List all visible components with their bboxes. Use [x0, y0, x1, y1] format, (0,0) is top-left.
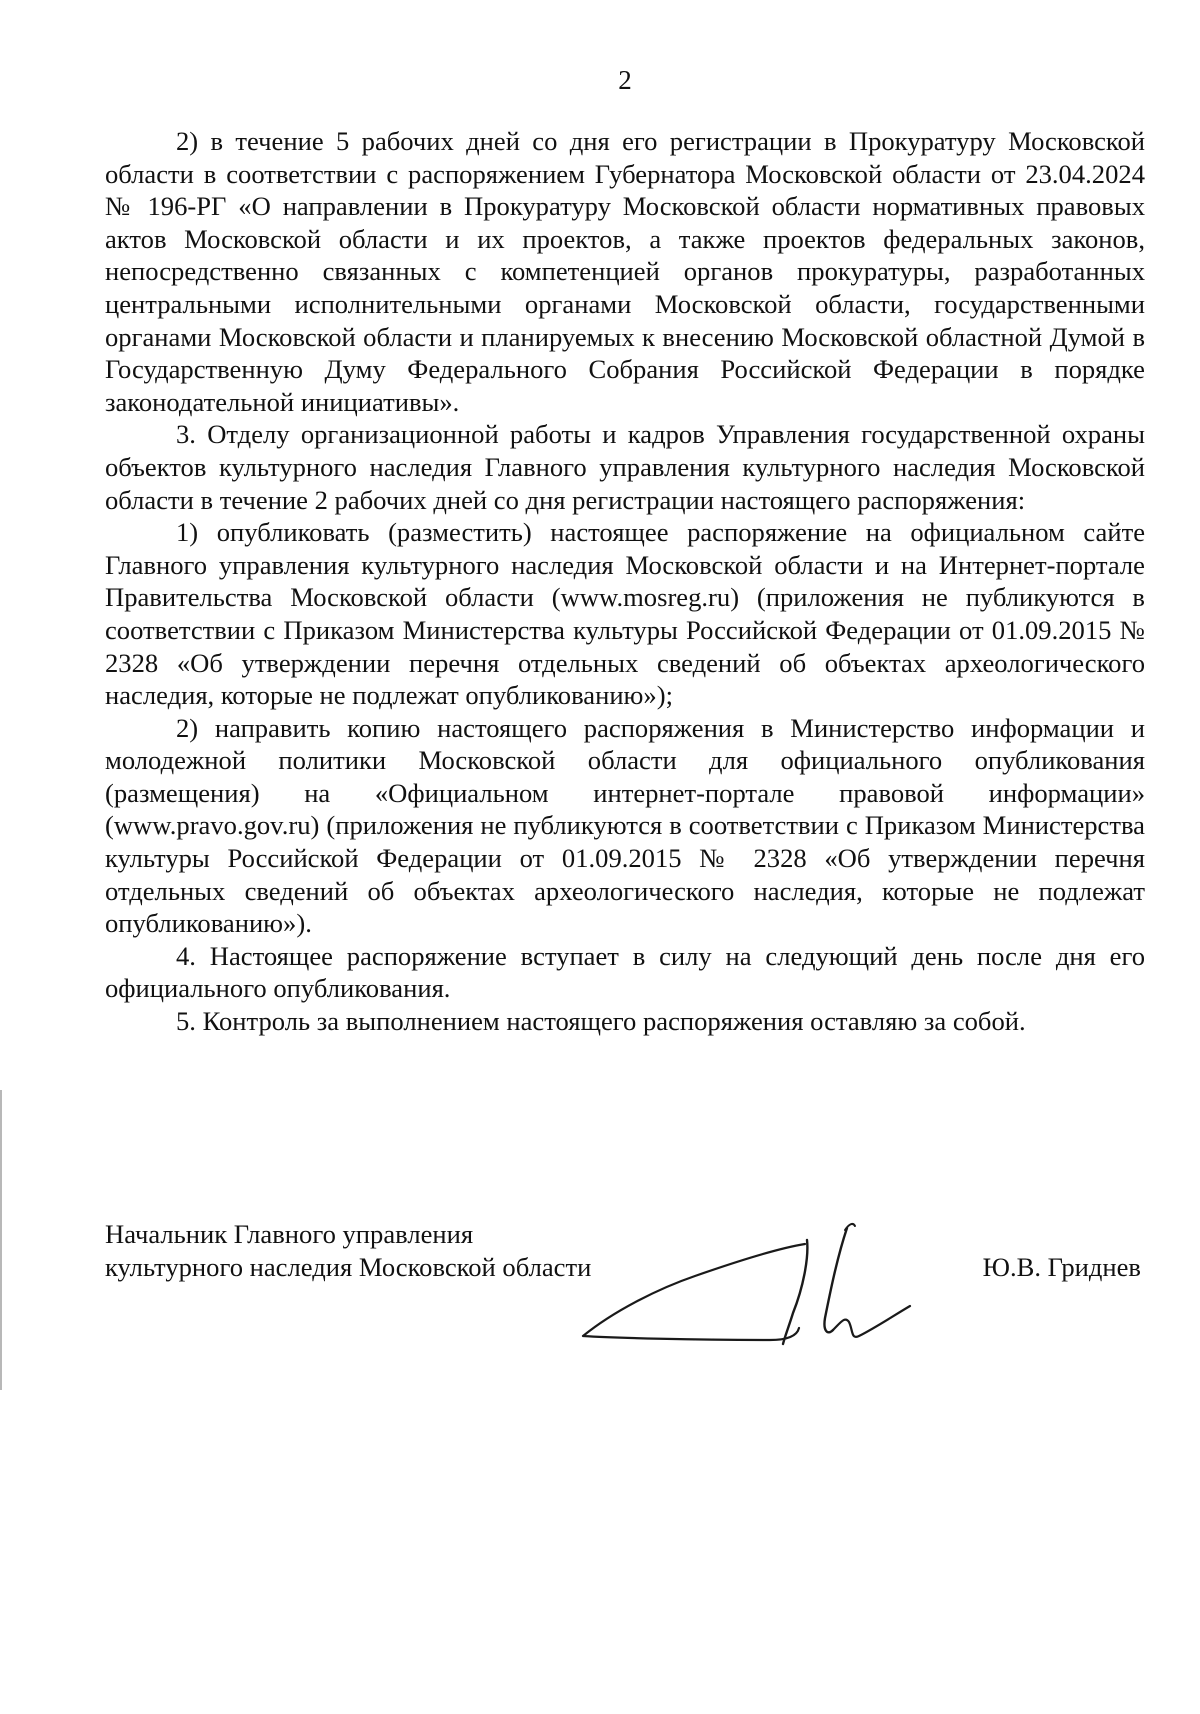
- paragraph-item-1-publish: 1) опубликовать (разместить) настоящее распоряжение на официальном сайте Главного управления культурного наследия Московской области и на Интернет-портале Правительства Московской области (www.mosreg.ru) (приложения не публикуются в соответствии с Приказом Министерства культуры Российской Федерации от 01.09.2015 № 2328 «Об утверждении перечня отдельных сведений об объектах археологического наследия, которые не подлежат опубликованию»);: [105, 517, 1145, 711]
- paragraph-section-4: 4. Настоящее распоряжение вступает в силу на следующий день после дня его официального опубликования.: [105, 940, 1145, 1004]
- signatory-position: [105, 1218, 591, 1284]
- page-number: 2: [618, 65, 632, 95]
- signature-block: [105, 1218, 1145, 1358]
- signatory-position-line-2: культурного наследия Московской области: [105, 1252, 592, 1282]
- paragraph-section-5: 5. Контроль за выполнением настоящего распоряжения оставляю за собой.: [176, 1006, 1026, 1037]
- paragraph-section-3: 3. Отделу организационной работы и кадров Управления государственной охраны объектов культурного наследия Главного управления культурного наследия Московской области в течение 2 рабочих дней со дня регистрации настоящего распоряжения:: [105, 419, 1145, 515]
- scan-edge-mark: [0, 1090, 2, 1390]
- signatory-position-line-1: Начальник Главного управления: [105, 1219, 474, 1249]
- handwritten-signature-icon: [575, 1218, 995, 1353]
- paragraph-item-2-send-copy: 2) направить копию настоящего распоряжения в Министерство информации и молодежной политики Московской области для официального опубликования (размещения) на «Официальном интернет-портале правовой информации» (www.pravo.gov.ru) (приложения не публикуются в соответствии с Приказом Министерства культуры Российской Федерации от 01.09.2015 № 2328 «Об утверждении перечня отдельных сведений об объектах археологического наследия, которые не подлежат опубликованию»).: [105, 712, 1145, 939]
- document-body: [105, 125, 1145, 1038]
- signatory-name: Ю.В. Гриднев: [982, 1252, 1141, 1282]
- paragraph-item-2-prosecutor: 2) в течение 5 рабочих дней со дня его регистрации в Прокуратуру Московской области в соответствии с распоряжением Губернатора Московской области от 23.04.2024 № 196-РГ «О направлении в Прокуратуру Московской области нормативных правовых актов Московской области и их проектов, а также проектов федеральных законов, непосредственно связанных с компетенцией органов прокуратуры, разработанных центральными исполнительными органами Московской области, государственными органами Московской области и планируемых к внесению Московской областной Думой в Государственную Думу Федерального Собрания Российской Федерации в порядке законодательной инициативы».: [105, 126, 1145, 417]
